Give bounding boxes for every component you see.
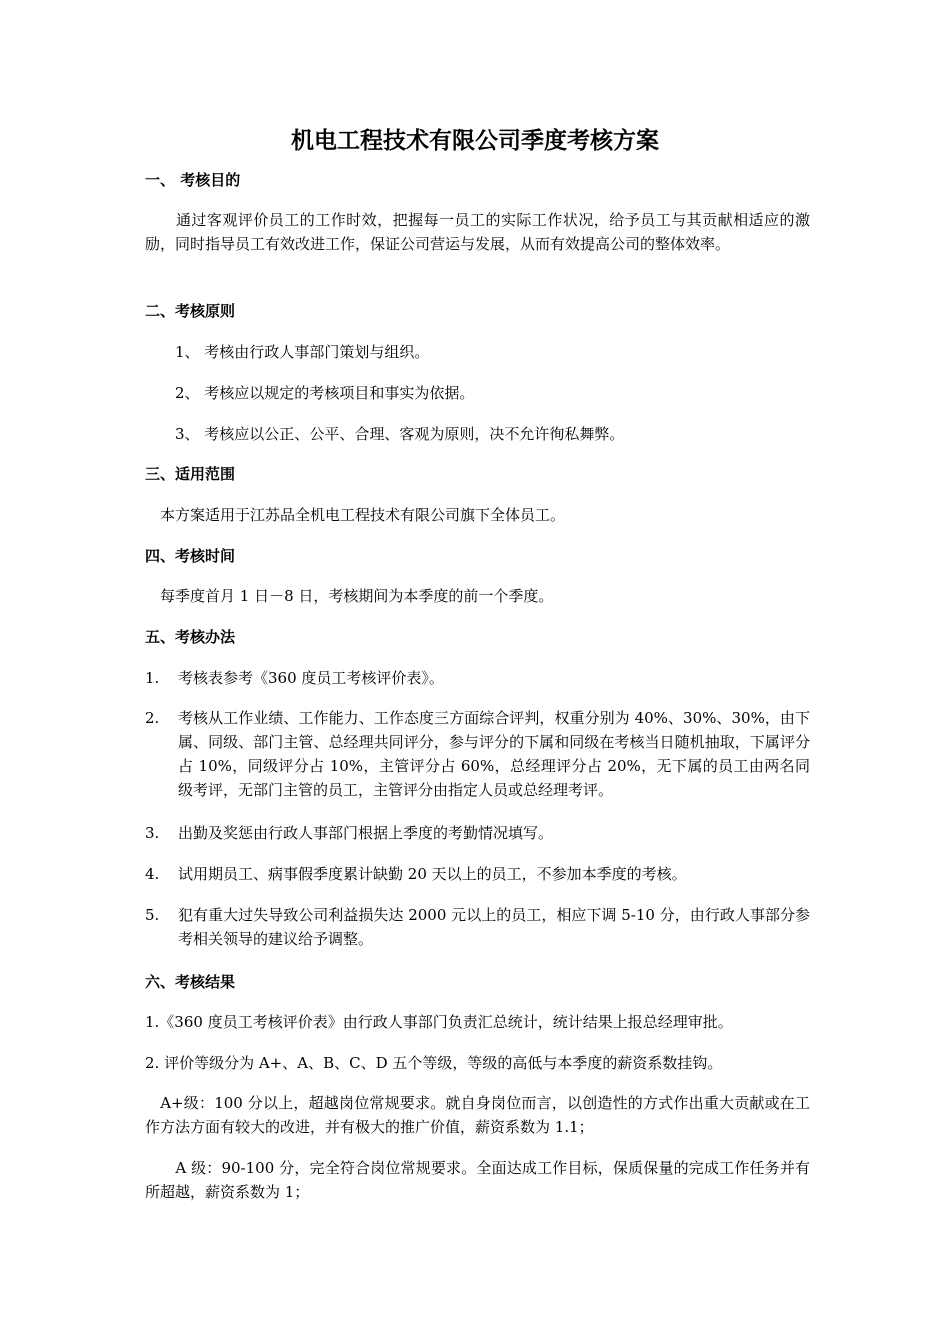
section-heading-scope: 三、适用范围 (145, 465, 236, 483)
results-paragraph-1: 1.《360 度员工考核评价表》由行政人事部门负责汇总统计，统计结果上报总经理审批。 (145, 1013, 733, 1031)
method-item-number: 4. (145, 865, 160, 883)
principle-item-2: 2、 考核应以规定的考核项目和事实为依据。 (145, 384, 475, 402)
section-heading-results: 六、考核结果 (145, 973, 236, 991)
section-heading-method: 五、考核办法 (145, 628, 236, 646)
section-heading-time: 四、考核时间 (145, 547, 236, 565)
method-item-text: 试用期员工、病事假季度累计缺勤 20 天以上的员工，不参加本季度的考核。 (178, 865, 687, 883)
section-heading-principles: 二、考核原则 (145, 302, 236, 320)
purpose-paragraph: 通过客观评价员工的工作时效，把握每一员工的实际工作状况，给予员工与其贡献相适应的激励，同时指导员工有效改进工作，保证公司营运与发展，从而有效提高公司的整体效率。 (145, 211, 810, 253)
method-item-text: 考核从工作业绩、工作能力、工作态度三方面综合评判，权重分别为 40%、30%、30%，由下属、同级、部门主管、总经理共同评分，参与评分的下属和同级在考核当日随机抽取，下属评分占 10%，同级评分占 10%，主管评分占 60%，总经理评分占 20%，无下属的员工由两名同级考评，无部门主管的员工，主管评分由指定人员或总经理考评。 (178, 709, 810, 799)
method-item-text: 出勤及奖惩由行政人事部门根据上季度的考勤情况填写。 (178, 824, 554, 842)
scope-paragraph: 本方案适用于江苏品全机电工程技术有限公司旗下全体员工。 (145, 506, 566, 524)
method-item-number: 5. (145, 906, 160, 924)
results-paragraph-2: 2. 评价等级分为 A+、A、B、C、D 五个等级，等级的高低与本季度的薪资系数挂钩。 (145, 1054, 723, 1072)
method-item-number: 2. (145, 709, 160, 727)
principle-item-1: 1、 考核由行政人事部门策划与组织。 (145, 343, 430, 361)
method-item-text: 犯有重大过失导致公司利益损失达 2000 元以上的员工，相应下调 5-10 分，由行政人事部分参考相关领导的建议给予调整。 (178, 906, 810, 948)
time-paragraph: 每季度首月 1 日－8 日，考核期间为本季度的前一个季度。 (145, 587, 554, 605)
document-title: 机电工程技术有限公司季度考核方案 (291, 128, 659, 154)
method-item-text: 考核表参考《360 度员工考核评价表》。 (178, 669, 444, 687)
principle-item-3: 3、 考核应以公正、公平、合理、客观为原则，决不允许徇私舞弊。 (145, 425, 625, 443)
method-item-number: 3. (145, 824, 160, 842)
grade-a-paragraph: A 级：90-100 分，完全符合岗位常规要求。全面达成工作目标，保质保量的完成工作任务并有所超越，薪资系数为 1； (145, 1159, 810, 1201)
grade-a-plus-paragraph: A+级：100 分以上，超越岗位常规要求。就自身岗位而言，以创造性的方式作出重大贡献或在工作方法方面有较大的改进，并有极大的推广价值，薪资系数为 1.1； (145, 1094, 810, 1136)
method-item-number: 1. (145, 669, 160, 687)
section-heading-purpose: 一、 考核目的 (145, 171, 241, 189)
